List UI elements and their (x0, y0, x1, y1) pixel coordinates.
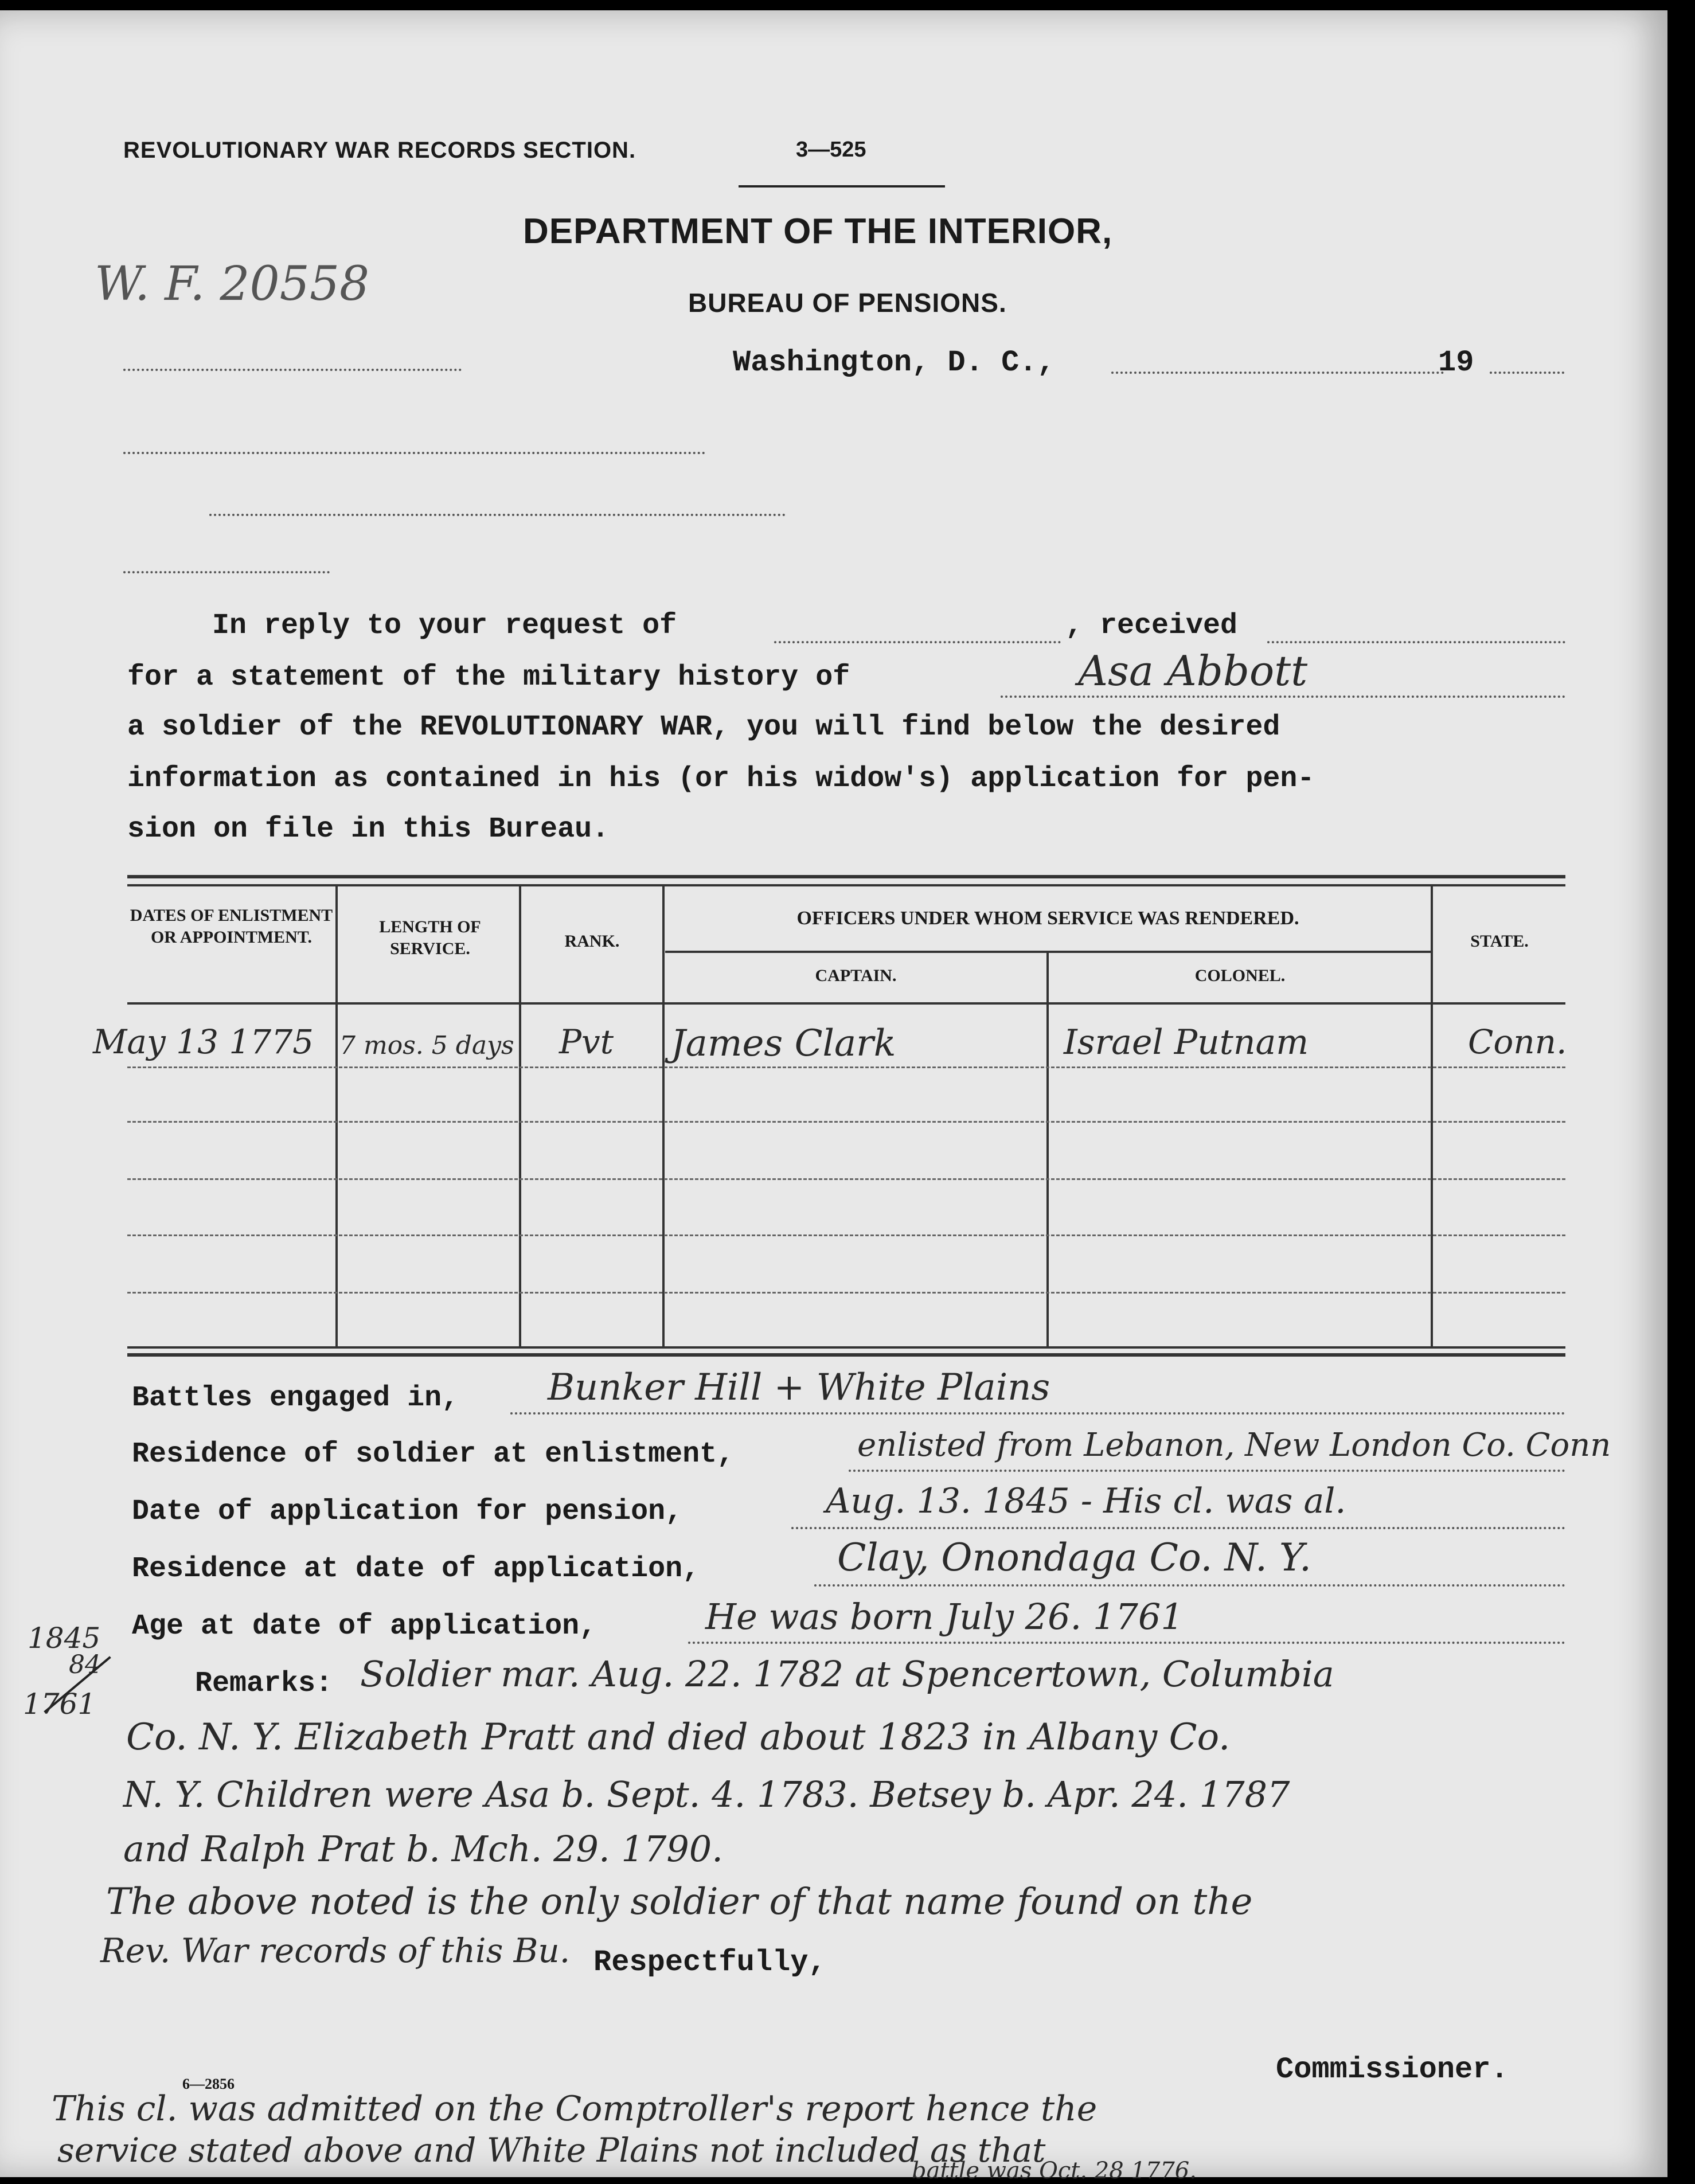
cell-captain: James Clark (671, 1022, 896, 1065)
row-line-3 (127, 1178, 1565, 1180)
remarks-label: Remarks: (195, 1667, 333, 1700)
letter-line-4: information as contained in his (or his widow's) application for pen- (127, 763, 1315, 795)
file-number: W. F. 20558 (95, 257, 370, 311)
margin-calc-1: 1845 (28, 1622, 101, 1655)
app-date-label: Date of application for pension, (132, 1495, 683, 1528)
address-line-3 (209, 514, 786, 516)
row-line-5 (127, 1292, 1565, 1294)
app-date-value: Aug. 13. 1845 - His cl. was al. (826, 1481, 1346, 1521)
letter-line-2: for a statement of the military history of (127, 661, 850, 694)
battles-value: Bunker Hill + White Plains (548, 1366, 1050, 1409)
age-label: Age at date of application, (132, 1610, 597, 1643)
cell-length: 7 mos. 5 days (339, 1031, 514, 1060)
received-date-line (1267, 641, 1565, 643)
app-res-value: Clay, Onondaga Co. N. Y. (837, 1536, 1312, 1580)
th-colonel: COLONEL. (1194, 966, 1286, 985)
margin-calc-2: 84 (69, 1650, 101, 1679)
footnote-line-2: service stated above and White Plains not included as that (57, 2131, 1046, 2170)
cell-date: May 13 1775 (93, 1022, 314, 1061)
remarks-line-1: Soldier mar. Aug. 22. 1782 at Spencertown, Columbia (360, 1653, 1334, 1695)
battles-line (510, 1412, 1565, 1415)
cell-state: Conn. (1468, 1022, 1567, 1061)
soldier-name: Asa Abbott (1078, 647, 1308, 695)
age-value: He was born July 26. 1761 (705, 1596, 1184, 1638)
battles-label: Battles engaged in, (132, 1382, 459, 1415)
cell-colonel: Israel Putnam (1064, 1022, 1309, 1062)
table-top-rule-1 (127, 875, 1565, 878)
remarks-line-6: Rev. War records of this Bu. (100, 1931, 571, 1970)
commissioner: Commissioner. (1276, 2053, 1509, 2087)
date-line (1111, 372, 1444, 374)
document-page (0, 10, 1667, 2184)
col-divider-4 (1046, 951, 1049, 1348)
soldier-name-line (1001, 696, 1565, 698)
footnote-line-3: battle was Oct. 28 1776. (912, 2158, 1197, 2184)
year-line (1490, 372, 1564, 374)
respectfully: Respectfully, (593, 1945, 826, 1979)
th-officers: OFFICERS UNDER WHOM SERVICE WAS RENDERED. (796, 908, 1299, 929)
remarks-line-2: Co. N. Y. Elizabeth Pratt and died about 1823 in Albany Co. (126, 1716, 1231, 1759)
age-line (688, 1642, 1565, 1644)
th-dates: DATES OF ENLISTMENT OR APPOINTMENT. (130, 906, 333, 947)
table-bottom-rule-1 (127, 1346, 1565, 1349)
letter-line-1a: In reply to your request of (212, 610, 677, 642)
remarks-line-3: N. Y. Children were Asa b. Sept. 4. 1783. Betsey b. Apr. 24. 1787 (123, 1773, 1290, 1815)
cell-rank: Pvt (559, 1022, 614, 1061)
row-line-2 (127, 1121, 1565, 1123)
letter-line-1b: , received (1065, 610, 1238, 642)
header-bottom-rule (127, 1002, 1565, 1005)
letter-line-5: sion on file in this Bureau. (127, 813, 610, 846)
app-res-line (814, 1584, 1565, 1587)
residence-value: enlisted from Lebanon, New London Co. Conn (857, 1427, 1611, 1464)
col-divider-2 (519, 886, 521, 1348)
th-state: STATE. (1470, 932, 1529, 951)
table-bottom-rule-2 (127, 1353, 1565, 1357)
year-prefix: 19 (1438, 346, 1474, 380)
form-code: 6—2856 (182, 2076, 235, 2092)
header-rule (739, 185, 945, 187)
address-line-4 (123, 571, 330, 573)
request-date-line (774, 641, 1061, 643)
letter-line-3: a soldier of the REVOLUTIONARY WAR, you will find below the desired (127, 711, 1280, 744)
remarks-line-4: and Ralph Prat b. Mch. 29. 1790. (123, 1828, 723, 1870)
th-rank: RANK. (564, 932, 620, 951)
place: Washington, D. C., (733, 346, 1055, 380)
row-line-1 (127, 1066, 1565, 1068)
margin-calc-3: 1761 (23, 1687, 96, 1721)
address-line-1 (123, 369, 462, 371)
col-divider-5 (1431, 886, 1433, 1348)
footnote-line-1: This cl. was admitted on the Comptroller's report hence the (52, 2089, 1098, 2129)
th-length: LENGTH OF SERVICE. (379, 917, 481, 958)
form-number: 3—525 (796, 138, 866, 162)
bureau-title: BUREAU OF PENSIONS. (688, 288, 1007, 318)
department-title: DEPARTMENT OF THE INTERIOR, (523, 212, 1113, 251)
th-captain: CAPTAIN. (815, 966, 897, 985)
residence-line (849, 1470, 1565, 1472)
officers-subrule (665, 951, 1431, 953)
col-divider-3 (662, 886, 665, 1348)
table-top-rule-2 (127, 884, 1565, 886)
remarks-line-5: The above noted is the only soldier of that name found on the (106, 1881, 1253, 1923)
address-line-2 (123, 452, 705, 454)
row-line-4 (127, 1234, 1565, 1236)
col-divider-1 (335, 886, 338, 1348)
app-res-label: Residence at date of application, (132, 1553, 700, 1585)
app-date-line (791, 1527, 1565, 1529)
residence-label: Residence of soldier at enlistment, (132, 1438, 735, 1471)
section-title: REVOLUTIONARY WAR RECORDS SECTION. (123, 138, 636, 163)
